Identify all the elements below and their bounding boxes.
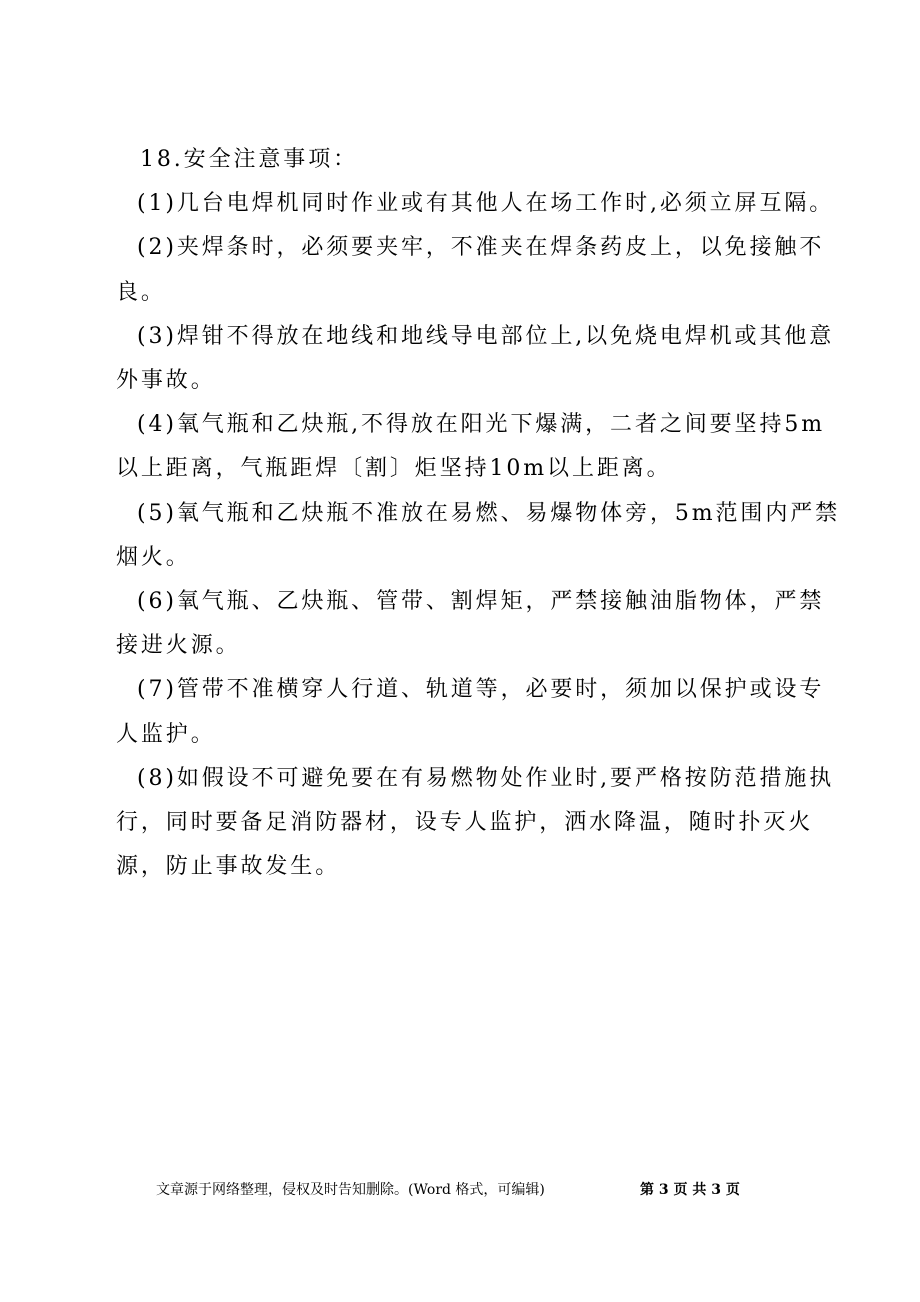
page-number: 第 3 页 共 3 页 [640,1182,740,1198]
list-item: (1)几台电焊机同时作业或有其他人在场工作时,必须立屏互隔。 [137,191,835,217]
list-item: (5)氧气瓶和乙炔瓶不准放在易燃、易爆物体旁，5m范围内严禁烟火。 [116,500,841,570]
list-item: (8)如假设不可避免要在有易燃物处作业时,要严格按防范措施执行，同时要备足消防器材，设专人监护，洒水降温，随时扑灭火源，防止事故发生。 [116,765,835,880]
list-item: (3)焊钳不得放在地线和地线导电部位上,以免烧电焊机或其他意外事故。 [116,323,835,394]
document-body [116,138,846,889]
list-item: (7)管带不准横穿人行道、轨道等，必要时，须加以保护或设专人监护。 [116,677,825,747]
footer-note: 文章源于网络整理，侵权及时告知删除。(Word 格式，可编辑) [156,1182,545,1198]
list-item: (6)氧气瓶、乙炔瓶、管带、割焊矩，严禁接触油脂物体，严禁接进火源。 [116,589,825,659]
list-item: (4)氧气瓶和乙炔瓶,不得放在阳光下爆满，二者之间要坚持5m以上距离，气瓶距焊〔割〕炬坚持10m以上距离。 [116,412,826,482]
section-heading: 18.安全注意事项： [140,147,358,172]
list-item: (2)夹焊条时，必须要夹牢，不准夹在焊条药皮上，以免接触不良。 [116,235,825,305]
